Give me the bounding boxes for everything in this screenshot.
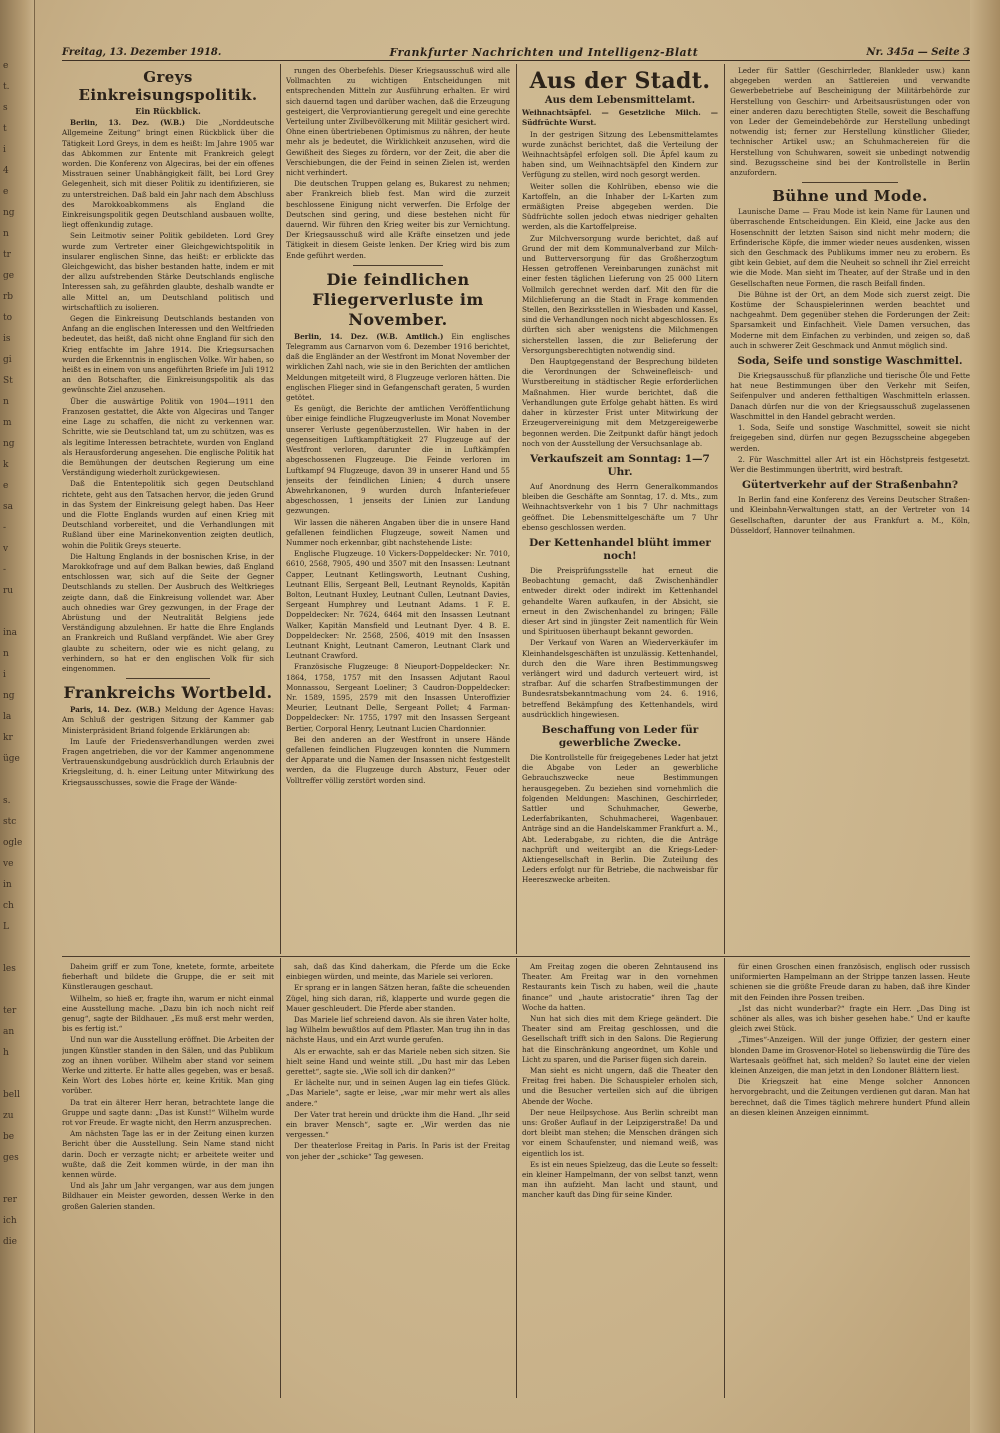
dateline: Berlin, 14. Dez. (W.B. Amtlich.) [294,331,444,341]
paragraph: Da trat ein älterer Herr heran, betrachtete lange die Gruppe und sagte dann: „Das ist Kunst!“ Wilhelm wurde rot vor Freude. Er wagte nicht, den Herrn anzusprechen. [62,1097,274,1128]
gutter-text-fragment: t. [3,82,10,92]
gutter-text-fragment: an [3,1027,15,1037]
paragraph: Es ist ein neues Spielzeug, das die Leute so fesselt: ein kleiner Hampelmann, der von selbst tanzt, wenn man ihn aufzieht. Man lacht und staunt, und mancher kauft das Ding für seine Kinder. [522,1159,718,1200]
article-title: Greys Einkreisungspolitik. [78,68,258,104]
gutter-text-fragment: h [3,1048,9,1058]
paragraph: Man sieht es nicht ungern, daß die Theater den Freitag frei haben. Die Schauspieler erholen sich, und die Besucher verteilen sich auf die übrigen Abende der Woche. [522,1066,718,1106]
left-gutter [0,0,35,1433]
section-title: Aus der Stadt. [529,68,711,94]
paragraph: Und als Jahr um Jahr vergangen, war aus dem jungen Bildhauer ein Meister geworden, dessen Werke in den großen Galerien standen. [62,1181,274,1211]
column-rule [280,958,281,1398]
subhead: Gütertverkehr auf der Straßenbahn? [741,479,959,492]
gutter-text-fragment [0,984,34,997]
gutter-text-fragment [0,1068,34,1081]
paragraph: „Ist das nicht wunderbar?“ fragte ein Herr. „Das Ding ist schöner als alles, was ich bisher gesehen habe.“ Und er kaufte gleich zwei Stück. [730,1003,970,1034]
paragraph: Und nun war die Ausstellung eröffnet. Die Arbeiten der jungen Künstler standen in den Sälen, und das Publikum zog an ihnen vorüber. Wilhelm aber stand vor seinem Werke und zitterte. Er hatte alles gegeben, was er besaß. Kein Wort des Lobes hörte er, keine Kritik. Man ging vorüber. [62,1035,274,1096]
gutter-text-fragment [0,942,34,955]
separator [353,265,443,266]
feuilleton-column-2 [286,962,510,1396]
gutter-text-fragment: gi [3,355,12,365]
column-rule [724,958,725,1398]
paragraph: Als er erwachte, sah er das Mariele neben sich sitzen. Sie hielt seine Hand und weinte still. „Du hast mir das Leben gerettet“, sagte sie. „Wie soll ich dir danken?“ [286,1046,510,1077]
paragraph: 1. Soda, Seife und sonstige Waschmittel, soweit sie nicht freigegeben sind, dürfen nur gegen Bezugsscheine abgegeben werden. [730,423,970,453]
gutter-text-fragment: bell [3,1090,20,1100]
paragraph: Am nächsten Tage las er in der Zeitung einen kurzen Bericht über die Ausstellung. Sein Name stand nicht darin. Doch er verzagte nicht; er arbeitete weiter und wußte, daß die Zeit kommen würde, in der man ihn kennen würde. [62,1129,274,1180]
gutter-text-fragment: m [3,418,12,428]
gutter-text-fragment: ter [3,1006,17,1016]
section-divider [62,956,970,957]
gutter-text-fragment: tr [3,250,11,260]
paragraph: Englische Flugzeuge. 10 Vickers-Doppeldecker: Nr. 7010, 6610, 2568, 7905, 490 und 3507 mit den Insassen: Leutnant Capper, Leutnant Ketlingsworth, Leutnant Cushing, Leutnant Ellis, Sergeant Bell, Leutnant Reynolds, Kapitän Bolton, Leutnant Huxley, Leutnant Cullen, Leutnant Davies, Sergeant Humphrey und Leutnant Adams. 1 F. E. Doppeldecker: Nr. 7624, 6464 mit den Insassen Leutnant Walker, Kapitän Mansfield und Leutnant Dyer. 4 B. E. Doppeldecker: Nr. 2568, 2506, 4019 mit den Insassen Leutnant Knight, Leutnant Cameron, Leutnant Clark und Leutnant Crawford. [286,549,510,661]
feuilleton-column-1 [62,962,274,1396]
gutter-text-fragment: ich [3,1216,17,1226]
gutter-text-fragment: n [3,229,9,239]
gutter-text-fragment: ru [3,586,14,596]
gutter-text-fragment: ng [3,691,15,701]
paragraph: Am Freitag zogen die oberen Zehntausend ins Theater. Am Freitag war in den vornehmen Restaurants kein Tisch zu haben, weil die „haute finance“ und „haute aristocratie“ ihren Tag der Woche da hatten. [522,962,718,1012]
paragraph: „Times“-Anzeigen. Will der junge Offizier, der gestern einer blonden Dame im Grosvenor-Hotel so liebenswürdig die Türe des Wartesaals geöffnet hat, sich melden? So lautet eine der vielen kleinen Anzeigen, die man jetzt in den Londoner Blättern liest. [730,1035,970,1076]
gutter-text-fragment: n [3,649,9,659]
subhead: Soda, Seife und sonstige Waschmittel. [737,355,963,368]
paragraph: Den Hauptgegenstand der Besprechung bildeten die Verordnungen der Schweinefleisch- und Wurstbereitung in städtischer Regie erforderlichen Maßnahmen. Hier wurde berichtet, daß die Verhandlungen gute Erfolge gehabt hätten. Es wird daher in kürzester Frist unter Mitwirkung der Erzeugervereinigung mit dem Metzgereigewerbe begonnen werden. Die Zeitpunkt dafür hängt jedoch noch von der Ausstellung der Versuchsanlage ab. [522,357,718,448]
feuilleton-column-3 [522,962,718,1396]
paragraph: Zur Milchversorgung wurde berichtet, daß auf Grund der mit dem Kommunalverband zur Milch- und Butterversorgung für das Großherzogtum Hessen getroffenen Vereinbarungen zunächst mit einer festen täglichen Lieferung von 25 000 Litern Vollmilch gerechnet werden darf. Mit den für die Milchlieferung an die Stadt in Frage kommenden Stellen, den Bezirksstellen in Wiesbaden und Kassel, sind die Verhandlungen noch nicht abgeschlossen. Es dürften sich aber wenigstens die Milchmengen sicherstellen lassen, die zur Belieferung der Versorgungsberechtigten notwendig sind. [522,233,718,355]
subhead: Der Kettenhandel blüht immer noch! [529,536,711,562]
gutter-text-fragment: rb [3,292,14,302]
gutter-text-fragment: k [3,460,9,470]
paragraph: In Berlin fand eine Konferenz des Vereins Deutscher Straßen- und Kleinbahn-Verwaltungen statt, an der Vertreter von 14 Gesellschaften, darunter der aus Frankfurt a. M., Köln, Düsseldorf, Hannover teilnahmen. [730,495,970,535]
article-column-1 [62,66,274,954]
gutter-text-fragment [0,606,34,619]
paragraph: Nun hat sich dies mit dem Kriege geändert. Die Theater sind am Freitag geschlossen, und die Gesellschaft trifft sich in den Salons. Die Regierung hat die Einschränkung angeordnet, um Kohle und Licht zu sparen, und die Pariser fügen sich darein. [522,1014,718,1064]
paragraph: Er sprang er in langen Sätzen heran, faßte die scheuenden Zügel, hing sich daran, riß, klapperte und wurde gegen die Mauer geschleudert. Die Pferde aber standen. [286,983,510,1013]
gutter-text-fragment: rer [3,1195,17,1205]
article-column-4 [730,66,970,954]
header-date: Freitag, 13. Dezember 1918. [62,46,222,58]
paragraph: Das Mariele lief schreiend davon. Als sie ihren Vater holte, lag Wilhelm bewußtlos auf dem Pflaster. Man trug ihn in das nächste Haus, und ein Arzt wurde gerufen. [286,1015,510,1045]
paragraph: Er lächelte nur, und in seinen Augen lag ein tiefes Glück. „Das Mariele“, sagte er leise, „war mir mehr wert als alles andere.“ [286,1078,510,1108]
subhead: Beschaffung von Leder für gewerbliche Zwecke. [541,723,699,749]
paragraph: Der Verkauf von Waren an Wiederverkäufer im Kleinhandelsgeschäften ist unzulässig. Kettenhandel, durch den die Ware ihren Bestimmungsweg verlängert wird und dadurch verteuert wird, ist strafbar. Auf die scharfen Strafbestimmungen der Bundesratsbekanntmachung vom 24. 6. 1916, betreffend Bekämpfung des Kettenhandels, wird ausdrücklich hingewiesen. [522,638,718,719]
gutter-text-fragment: - [3,565,7,575]
gutter-text-fragment: ng [3,208,15,218]
dateline: Berlin, 13. Dez. (W.B.) [70,118,185,128]
paragraph: Daheim griff er zum Tone, knetete, formte, arbeitete fieberhaft und bildete die Gruppe, die er seit mit Künstleraugen geschaut. [62,962,274,992]
column-rule [516,958,517,1398]
paragraph: Die Kontrollstelle für freigegebenes Leder hat jetzt die Abgabe von Leder an gewerbliche Gebrauchszwecke neue Bestimmungen herausgegeben. Zu beziehen sind vornehmlich die folgenden Meldungen: Maschinen, Geschirrleder, Sattler und Schuhmacher, Gewerbe, Lederfabrikanten, Schuhmacherei, Wagenbauer. Anträge sind an die Handelskammer Frankfurt a. M., Abt. Lederabgabe, zu richten, die die Anträge nachprüft und weitergibt an die Kriegs-Leder-Aktiengesellschaft in Berlin. Die Zuteilung des Leders erfolgt nur für Betriebe, die nachweisbar für Heereszwecke arbeiten. [522,752,718,885]
gutter-text-fragment: be [3,1132,15,1142]
gutter-text-fragment: in [3,880,12,890]
subhead: Verkaufszeit am Sonntag: 1—7 Uhr. [530,452,710,478]
section-title: Bühne und Mode. [772,187,928,206]
gutter-text-fragment: i [3,145,6,155]
gutter-text-fragment: la [3,712,12,722]
gutter-text-fragment: s. [3,796,11,806]
separator [126,678,211,679]
gutter-text-fragment: is [3,334,11,344]
paragraph: Der neue Heilpsychose. Aus Berlin schreibt man uns: Großer Auflauf in der Leipzigerstraße! Da und dort bleibt man stehen; die Menschen drängen sich vor einem Schaufenster, und niemand weiß, was eigentlich los ist. [522,1107,718,1158]
gutter-text-fragment: üge [3,754,20,764]
gutter-text-fragment: v [3,544,9,554]
gutter-text-fragment: L [3,922,9,932]
gutter-text-fragment: stc [3,817,17,827]
gutter-text-fragment: ve [3,859,14,869]
paragraph: Wilhelm, so hieß er, fragte ihn, warum er nicht einmal eine Ausstellung mache. „Dazu bin ich noch nicht reif genug“, sagte der Bildhauer. „Es muß erst mehr werden, bis es fertig ist.“ [62,993,274,1034]
page-header [62,44,970,61]
gutter-text-fragment: - [3,523,7,533]
gutter-text-fragment: les [3,964,16,974]
gutter-text-fragment: e [3,61,9,71]
paragraph: Der theaterlose Freitag in Paris. In Paris ist der Freitag von jeher der „schicke“ Tag gewesen. [286,1141,510,1161]
paragraph: sah, daß das Kind daherkam, die Pferde um die Ecke einbiegen würden, und meinte, das Mariele sei verloren. [286,962,510,982]
paragraph: Die „Norddeutsche Allgemeine Zeitung“ bringt einen Rückblick über die Tätigkeit Lord Greys, in dem es heißt: Im Jahre 1905 war das Abkommen zur Entente mit Frankreich gelegt worden. Die Konferenz von Algeciras, bei der ein offenes Misstrauen seiner Unabhängigkeit fällt, bei Lord Grey Gelegenheit, sich mit dieser Politik zu identifizieren, sie zu unterstreichen. Daß bald ein Jahr nach dem Abschluss des Marokkoabkommens als England die Einkreisungspolitik gegen Deutschland ausbauen wollte, liegt offenkundig zutage. [62,118,274,230]
paragraph: Launische Dame — Frau Mode ist kein Name für Launen und überraschende Entscheidungen. Ein Kleid, eine Jacke aus den Hosenschnitt der letzten Saison sind nicht mehr modern; die Erfinderische Köpfe, die immer wieder neues ausdenken, wissen sich den Geschmack des Publikums immer neu zu erobern. Es gibt kein Gebiet, auf dem die Neuheit so schnell ihr Ziel erreicht wie die Mode. Man sieht im Theater, auf der Straße und in den Gesellschaften neue Formen, die rasch Beifall finden. [730,207,970,288]
paragraph: Französische Flugzeuge: 8 Nieuport-Doppeldecker: Nr. 1864, 1758, 1757 mit den Insassen Adjutant Raoul Monnassou, Sergeant Loeliner; 3 Caudron-Doppeldecker: Nr. 1589, 1595, 2579 mit den Insassen Unteroffizier Meurier, Leutnant Delle, Sergeant Pollet; 4 Farman-Doppeldecker: Nr. 1755, 1797 mit den Insassen Sergeant Bertier, Corporal Henry, Leutnant Lucien Chardonnier. [286,662,510,733]
header-page-number: Nr. 345a — Seite 3 [866,46,970,58]
gutter-text-fragment [0,774,34,787]
gutter-text-fragment: zu [3,1111,14,1121]
separator [802,182,898,183]
page-edge [970,0,1000,1433]
dateline: Paris, 14. Dez. (W.B.) [70,705,161,715]
paragraph: Sein Leitmotiv seiner Politik gebildeten. Lord Grey wurde zum Vertreter einer Gleichgewichtspolitik in insularer englischen Sinne, das heißt: er erblickte das Gleichgewicht, das bisher bestanden hatte, indem er mit der allzu aufstrebenden Stärke Deutschlands englische Interessen sah, zu gefährden glaubte, deshalb wandte er alle Mittel an, um Deutschland politisch und wirtschaftlich zu isolieren. [62,231,274,312]
gutter-text-fragment: ch [3,901,14,911]
section-subtitle: Aus dem Lebensmittelamt. [544,95,696,106]
paragraph: Die Preisprüfungsstelle hat erneut die Beobachtung gemacht, daß Zwischenhändler entweder direkt oder indirekt im Kettenhandel gehandelte Waren aufkaufen, in der Absicht, sie erneut in den Zwischenhandel zu bringen; Fälle dieser Art sind in jüngster Zeit namentlich für Wein und Spirituosen überhaupt bekannt geworden. [522,565,718,637]
article-title: Frankreichs Wortbeld. [63,683,273,703]
paragraph: In der gestrigen Sitzung des Lebensmittelamtes wurde zunächst berichtet, daß die Verteilung der Weihnachtsäpfel erfolgen soll. Die Äpfel kaum zu haben sind, um Weihnachtsäpfel den Kindern zur Verfügung zu stellen, wird noch gesorgt werden. [522,129,718,180]
paragraph: Daß die Ententepolitik sich gegen Deutschland richtete, geht aus den Tatsachen hervor, die jeden Grund in das System der Einkreisung gelegt haben. Das Heer und die Flotte Englands wurden auf einen Krieg mit Deutschland vorbereitet, und die Verhandlungen mit Rußland über eine Marinekonvention zeigten deutlich, wohin die Politik Greys steuerte. [62,479,274,550]
gutter-text-fragment: e [3,481,9,491]
gutter-text-fragment: sa [3,502,13,512]
paragraph: Meldung der Agence Havas: Am Schluß der gestrigen Sitzung der Kammer gab Ministerpräsident Briand folgende Erklärungen ab: [62,705,274,735]
gutter-text-fragment: e [3,187,9,197]
gutter-text-fragment: to [3,313,13,323]
article-title: Die feindlichen Fliegerverluste im November. [312,269,484,329]
gutter-text-fragment: n [3,397,9,407]
gutter-text-fragment: kr [3,733,13,743]
paragraph: Gegen die Einkreisung Deutschlands bestanden von Anfang an die englischen Interessen und den Weltfrieden bedeutet, das heißt, daß nicht ohne England für sich den Krieg entfachte im Jahre 1914. Die Kriegsursachen wurden die Erkenntnis in englischen Volke. Wir haben, so heißt es in einem von uns angeführten Briefe im Juli 1912 an den Botschafter, die Einkreisungspolitik als das gewünschte Ziel anzusehen. [62,314,274,395]
gutter-text-fragment: ng [3,439,15,449]
paragraph: Weiter sollen die Kohlrüben, ebenso wie die Kartoffeln, an die Inhaber der L-Karten zum ermäßigten Preise abgegeben werden. Die Südfrüchte sollen jedoch etwas niedriger gehalten werden, als die Kartoffelpreise. [522,181,718,232]
header-paper-title: Frankfurter Nachrichten und Intelligenz-Blatt [389,45,699,59]
gutter-text-fragment: St [3,376,13,386]
paragraph: Auf Anordnung des Herrn Generalkommandos bleiben die Geschäfte am Sonntag, 17. d. Mts., zum Weihnachtsverkehr von 1 bis 7 Uhr nachmittags geöffnet. Die Lebensmittelgeschäfte um 7 Uhr ebenso geschlossen werden. [522,481,718,532]
gutter-text-fragment: die [3,1237,17,1247]
paragraph: Die Bühne ist der Ort, an dem Mode sich zuerst zeigt. Die Kostüme der Schauspielerinnen werden beachtet und nachgeahmt. Dem gegenüber stehen die Forderungen der Zeit: Sparsamkeit und Einfachheit. Viele Damen versuchen, das Moderne mit dem Einfachen zu verbinden, und zeigen so, daß auch in schwerer Zeit Geschmack und Anmut möglich sind. [730,289,970,350]
article-subtitle: Ein Rückblick. [135,106,201,116]
gutter-text-fragment: ge [3,271,15,281]
gutter-text-fragment: s [3,103,8,113]
paragraph: Wir lassen die näheren Angaben über die in unsere Hand gefallenen feindlichen Flugzeuge, soweit Namen und Nummer noch erkennbar, gibt nachstehende Liste: [286,517,510,547]
paragraph: Die Kriegsausschuß für pflanzliche und tierische Öle und Fette hat neue Bestimmungen über den Verkehr mit Seifen, Seifenpulver und anderen fetthaltigen Waschmitteln erlassen. Danach dürfen nur die von der Kriegsausschuß zugelassenen Waschmittel in den Handel gebracht werden. [730,371,970,421]
gutter-text-fragment: ina [3,628,18,638]
article-column-2 [286,66,510,954]
paragraph: Die Haltung Englands in der bosnischen Krise, in der Marokkofrage und auf dem Balkan bewies, daß England entschlossen war, sich auf die Seite der Gegner Deutschlands zu stellen. Der Ausbruch des Weltkrieges zeigte dann, daß die Einkreisung vollendet war. Aber auch ohnedies war Grey gezwungen, in der Frage der Abrüstung und der Neutralität Belgiens jede Verständigung abzulehnen. Er hatte die Ehre Englands an Frankreich und Rußland verpfändet. Wie aber Grey glaubte zu scheitern, oder wie es nicht gelang, zu verhindern, so hat er den englischen Volk für sich eingenommen. [62,551,274,673]
gutter-text-fragment: ogle [3,838,23,848]
paragraph: Es genügt, die Berichte der amtlichen Veröffentlichung über einige feindliche Flugzeugverluste im Monat November unserer Verluste gegenüberzustellen. Wir haben in der gegenseitigen Luftkampftätigkeit 27 Flugzeuge auf der Westfront verloren, darunter die in Luftkämpfen abgeschossenen Flugzeuge. Die Feinde verloren im Luftkampf 94 Flugzeuge, davon 39 in unserer Hand und 55 jenseits der feindlichen Linien; 4 durch unsere Abwehrkanonen, 9 wurden durch Infanteriefeuer abgeschossen, 1 jenseits der Linien zur Landung gezwungen. [286,404,510,516]
paragraph: Leder für Sattler (Geschirrleder, Blankleder usw.) kann abgegeben werden an Sattlereien und verwandte Gewerbebetriebe auf Bescheinigung der Militärbehörde zur Herstellung von Geschirr- und Arbeitsausrüstungen oder von einer anderen dazu berechtigten Stelle, soweit die Beschaffung von Leder der Gemeindebehörde zur Herstellung unbedingt notwendig ist; ferner zur Herstellung künstlicher Glieder, technischer Artikel usw.; an Schuhmachereien für die Herstellung von Schuhwaren, soweit sie unbedingt notwendig sind. Bezugsscheine sind bei der Kontrollstelle in Berlin anzufordern. [730,66,970,178]
paragraph: Der Vater trat herein und drückte ihm die Hand. „Ihr seid ein braver Mensch“, sagte er. „Wir werden das nie vergessen.“ [286,1109,510,1140]
article-column-3 [522,66,718,954]
paragraph: Die deutschen Truppen gelang es, Bukarest zu nehmen; aber Frankreich blieb fest. Man wird die zurzeit beschlossene Einigung nicht verwerfen. Die Erfolge der Deutschen sind gering, und diese bestehen nicht für dauernd. Wir führen den Krieg weiter bis zur Vernichtung. Der Kriegsausschuß wird alle Kräfte einsetzen und jede Tätigkeit in diesem Geiste lenken. Der Krieg wird bis zum Ende geführt werden. [286,179,510,260]
paragraph: für einen Groschen einen französisch, englisch oder russisch uniformierten Hampelmann an der Strippe tanzen lassen. Heute schienen sie die größte Freude daran zu haben, daß ihre Kinder mit den Feinden ihre Possen treiben. [730,962,970,1002]
column-rule [516,64,517,954]
paragraph: Über die auswärtige Politik von 1904—1911 den Franzosen gestattet, die Akte von Algeciras und Tanger eine Lage zu schaffen, die nicht zu verkennen war. Schritte, wie sie Deutschland tat, um zu schützen, was es als legitime Interessen betrachtete, wurden von England als Herausforderung angesehen. Die englische Politik hat die Bemühungen der deutschen Regierung um eine Verständigung wiederholt zurückgewiesen. [62,396,274,478]
feuilleton-column-4 [730,962,970,1396]
gutter-text-fragment: 4 [3,166,9,176]
paragraph: Die Kriegszeit hat eine Menge solcher Annoncen hervorgebracht, und die Zeitungen verdienen gut daran. Man hat berechnet, daß die Times täglich mehrere hundert Pfund allein an diesen kleinen Anzeigen einnimmt. [730,1077,970,1117]
paragraph: 2. Für Waschmittel aller Art ist ein Höchstpreis festgesetzt. Wer die Bestimmungen übertritt, wird bestraft. [730,454,970,474]
gutter-text-fragment [0,1173,34,1186]
topic-line: Weihnachtsäpfel. — Gesetzliche Milch. — Südfrüchte Wurst. [522,108,718,128]
paragraph: rungen des Oberbefehls. Dieser Kriegsausschuß wird alle Vollmachten zu wichtigen Entscheidungen mit entsprechenden Mitteln zur Ausführung erhalten. Er wird sich dauernd tagen und darüber wachen, daß die Erzeugung gesteigert, die Verproviantierung geregelt und eine gerechte Verteilung unter Zivilbevölkerung mit Militär gesichert wird. Ohne einen übertriebenen Optimismus zu nähren, der heute mehr als je bedeutet, die Wirklichkeit anzusehen, wird die Gewißheit des Sieges zu fördern, vor der Zeit, die aber die Verschiebungen, die der Feind in seinen Zielen ist, werden nicht verhindert. [286,66,510,178]
paragraph: Ein englisches Telegramm aus Carnarvon vom 6. Dezember 1916 berichtet, daß die Engländer an der Westfront im Monat November der wirklichen Zahl nach, wie sie in den Berichten der amtlichen Meldungen mitgeteilt wird, 8 Flugzeuge verloren hätten. Die englischen Flieger sind in Gefangenschaft geraten, 5 wurden getötet. [286,331,510,403]
column-rule [724,64,725,954]
column-rule [280,64,281,954]
paragraph: Bei den anderen an der Westfront in unsere Hände gefallenen feindlichen Flugzeugen konnten die Nummern der Apparate und die Namen der Insassen nicht festgestellt werden, da die Flugzeuge durch Absturz, Feuer oder Volltreffer völlig zerstört worden sind. [286,734,510,785]
gutter-text-fragment: ges [3,1153,19,1163]
gutter-text-fragment: t [3,124,7,134]
gutter-text-fragment: i [3,670,6,680]
paragraph: Im Laufe der Friedensverhandlungen werden zwei Fragen angetrieben, die vor der Kammer angenommene Vertrauenskundgebung ausdrücklich durch Erlaubnis der Kriegsleitung, d. h. einer Leitung unter Mitwirkung des Kriegsausschusses, sowie die Frage der Wände- [62,736,274,787]
